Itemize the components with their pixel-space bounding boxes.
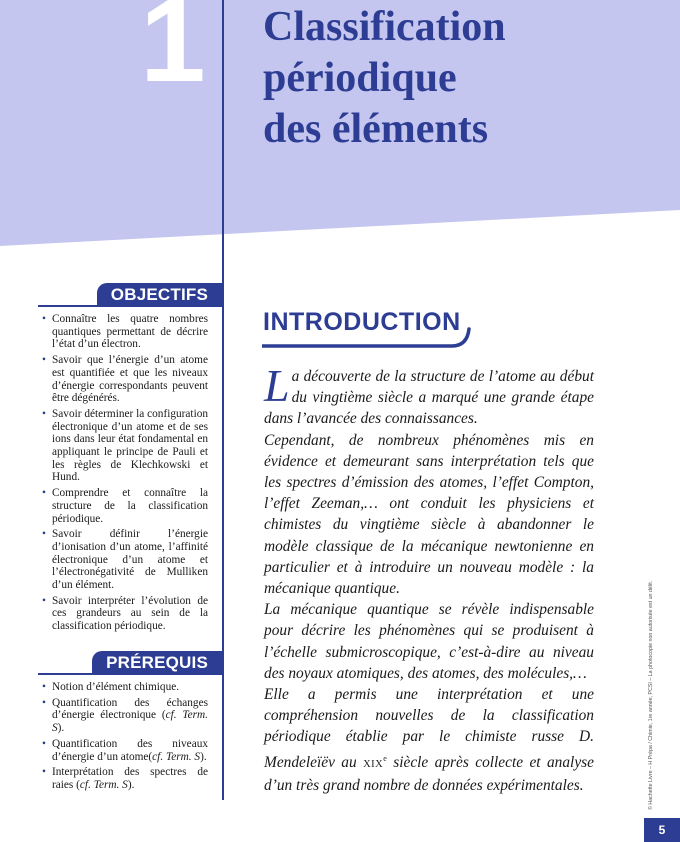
- list-item: • Quantification des niveaux d’énergie d’un atome(cf. Term. S).: [42, 738, 208, 763]
- intro-paragraph: La découverte de la structure de l’atome au début du vingtième siècle a marqué une grande étape dans l’avancée des connaissances.: [264, 360, 594, 428]
- list-item: • Quantification des échanges d’énergie électronique (cf. Term. S).: [42, 697, 208, 735]
- list-item: • Savoir que l’énergie d’un atome est quantifiée et que les niveaux d’énergie correspondants peuvent être dégénérés.: [42, 354, 208, 405]
- list-item: • Savoir déterminer la configuration électronique d’un atome et de ses ions dans leur état fondamental en appliquant le principe de Pauli et les règles de Klechkowski et Hund.: [42, 408, 208, 484]
- objectifs-rule: [38, 305, 222, 307]
- chapter-title-line: des éléments: [263, 106, 489, 152]
- copyright-notice: © Hachette Livre – H Prépa / Chimie, 1re année, PCSI – La photocopie non autorisée est un délit.: [648, 580, 654, 810]
- list-item: • Notion d’élément chimique.: [42, 681, 208, 694]
- objectifs-list: [42, 313, 208, 636]
- list-item: • Savoir définir l’énergie d’ionisation d’un atome, l’affinité électronique d’un atome et l’électronégativité de Mulliken d’un élément.: [42, 528, 208, 592]
- list-item: • Comprendre et connaître la structure de la classification périodique.: [42, 487, 208, 525]
- prerequis-list: [42, 681, 208, 795]
- objectifs-heading: OBJECTIFS: [97, 283, 222, 307]
- chapter-title-line: périodique: [263, 55, 457, 101]
- column-divider: [222, 0, 224, 800]
- list-item: • Connaître les quatre nombres quantiques permettant de décrire l’état d’un électron.: [42, 313, 208, 351]
- list-item: • Savoir interpréter l’évolution de ces grandeurs au sein de la classification périodique.: [42, 595, 208, 633]
- prerequis-heading: PRÉREQUIS: [92, 651, 222, 675]
- chapter-title: [263, 2, 506, 155]
- prerequis-rule: [38, 673, 222, 675]
- intro-paragraph: La mécanique quantique se révèle indispensable pour décrire les phénomènes qui se produisent à l’échelle submicroscopique, c’est-à-dire au niveau des noyaux atomiques, des atomes, des molécules,…: [264, 601, 594, 682]
- list-item: • Interprétation des spectres de raies (cf. Term. S).: [42, 766, 208, 791]
- intro-paragraph: Elle a permis une interprétation et une compréhension nouvelles de la classification périodique établie par le chimiste russe D. Mendeleïëv au XIXe siècle après collecte et analyse d’un très grand nombre de données expérimentales.: [264, 686, 594, 794]
- introduction-body: [264, 360, 594, 796]
- intro-paragraph: Cependant, de nombreux phénomènes mis en évidence et demeurant sans interprétation tels que les spectres d’émission des atomes, l’effet Compton, l’effet Zeeman,… ont conduit les physiciens et chimistes du vingtième siècle à abandonner le modèle classique de la mécanique newtonienne en particulier et à introduire un nouveau modèle : la mécanique quantique.: [264, 431, 594, 598]
- chapter-number: 1: [140, 0, 206, 107]
- introduction-heading: INTRODUCTION: [263, 308, 461, 336]
- chapter-title-line: Classification: [263, 4, 506, 50]
- page-number: 5: [644, 818, 680, 842]
- drop-cap: L: [264, 360, 290, 411]
